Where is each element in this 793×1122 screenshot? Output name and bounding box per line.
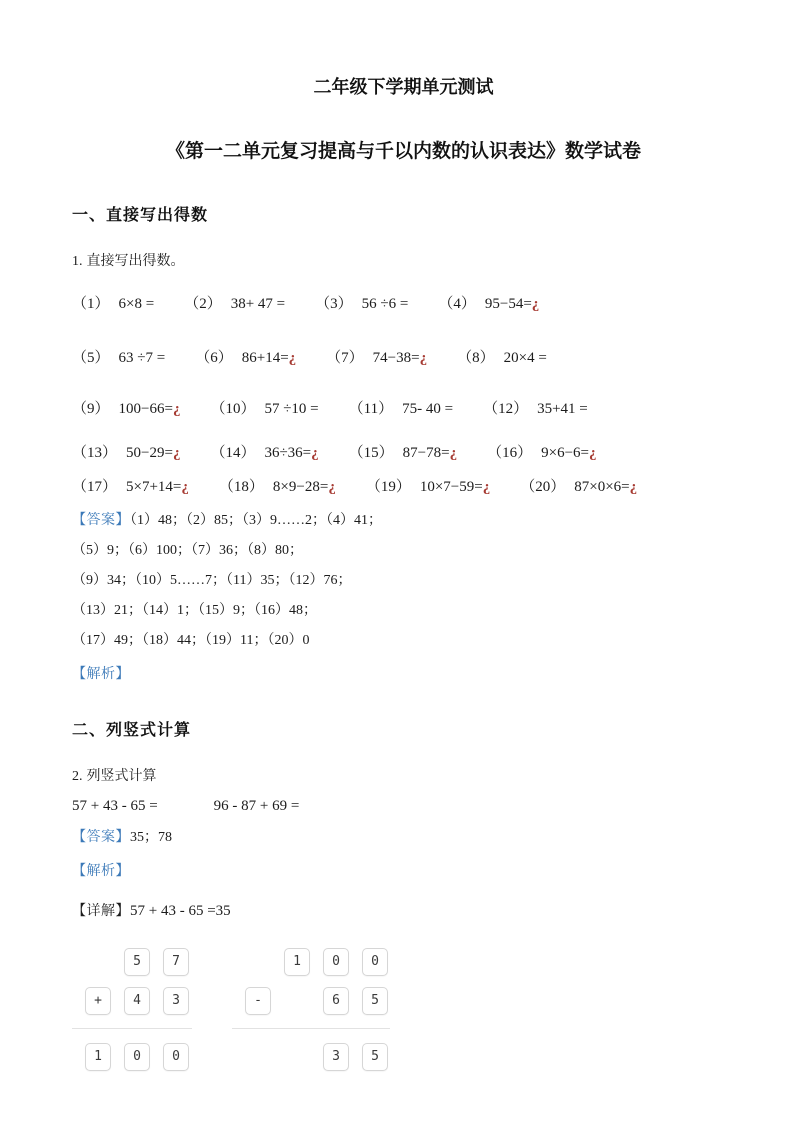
calc-expression-1: 57 + 43 - 65 = bbox=[72, 798, 158, 814]
digit-cell: 4 bbox=[124, 987, 150, 1015]
digit-cell: 0 bbox=[362, 948, 388, 976]
digit-cell: 1 bbox=[284, 948, 310, 976]
digit-cell: 0 bbox=[163, 1043, 189, 1071]
vertical-calculations bbox=[72, 948, 735, 1071]
problem-14 bbox=[210, 441, 318, 462]
question-1-line bbox=[72, 250, 735, 270]
problem-number: （1） bbox=[72, 296, 110, 312]
problem-expression: 38+ 47 = bbox=[230, 296, 286, 312]
page-subtitle: 《第一二单元复习提高与千以内数的认识表达》数学试卷 bbox=[165, 141, 641, 162]
problem-number: （2） bbox=[184, 296, 222, 312]
problem-number: （15） bbox=[348, 445, 394, 461]
problem-9 bbox=[72, 397, 180, 418]
problem-expression: 95−54= bbox=[484, 296, 532, 312]
problem-number: （7） bbox=[326, 350, 364, 366]
problem-number: （5） bbox=[72, 350, 110, 366]
digit-cell: 5 bbox=[362, 987, 388, 1015]
detail-line bbox=[72, 900, 735, 920]
analysis-label: 【解析】 bbox=[72, 864, 130, 879]
problem-number: （12） bbox=[483, 401, 529, 417]
detail-label: 【详解】 bbox=[72, 904, 130, 919]
sum-line bbox=[72, 1028, 192, 1029]
minuend-row bbox=[232, 948, 390, 976]
problem-number: （17） bbox=[72, 479, 118, 495]
digit-cell: 5 bbox=[124, 948, 150, 976]
digit-cell: 1 bbox=[85, 1043, 111, 1071]
problem-1 bbox=[72, 292, 154, 313]
problem-20 bbox=[520, 475, 637, 496]
unknown-mark: ¿ bbox=[629, 479, 638, 495]
problem-4 bbox=[438, 292, 539, 313]
answers-label: 【答案】 bbox=[72, 513, 130, 528]
problem-10 bbox=[210, 397, 318, 418]
problem-number: （19） bbox=[365, 479, 411, 495]
result-row bbox=[232, 1043, 390, 1071]
answer-values: （1）48；（2）85；（3）9……2；（4）41； bbox=[130, 513, 382, 528]
problem-number: （18） bbox=[218, 479, 264, 495]
problem-3 bbox=[315, 292, 408, 313]
analysis-label: 【解析】 bbox=[72, 667, 130, 682]
problem-number: （16） bbox=[487, 445, 533, 461]
question-2-number: 2. bbox=[72, 769, 83, 784]
digit-cell: 3 bbox=[323, 1043, 349, 1071]
result-row bbox=[72, 1043, 192, 1071]
problem-expression: 63 ÷7 = bbox=[118, 350, 166, 366]
problem-13 bbox=[72, 441, 180, 462]
unknown-mark: ¿ bbox=[288, 350, 297, 366]
problem-19 bbox=[366, 475, 490, 496]
digit-cell: 3 bbox=[163, 987, 189, 1015]
problem-expression: 87×0×6= bbox=[574, 479, 630, 495]
problem-expression: 57 ÷10 = bbox=[264, 401, 319, 417]
problem-number: （20） bbox=[520, 479, 566, 495]
unknown-mark: ¿ bbox=[181, 479, 189, 495]
problem-number: （3） bbox=[315, 296, 353, 312]
answer-values: 35；78 bbox=[130, 830, 172, 845]
problem-expression: 35+41 = bbox=[537, 401, 588, 417]
problem-number: （11） bbox=[348, 401, 394, 417]
problem-row-4 bbox=[72, 441, 735, 462]
problem-expression: 6×8 = bbox=[118, 296, 155, 312]
problem-expression: 36÷36= bbox=[264, 445, 312, 461]
vertical-calc-addition bbox=[72, 948, 192, 1071]
operator-cell: + bbox=[85, 987, 111, 1015]
addend-row-2 bbox=[72, 987, 192, 1015]
unknown-mark: ¿ bbox=[531, 296, 540, 312]
problem-16 bbox=[487, 441, 596, 462]
answer-line-3: （9）34；（10）5……7；（11）35；（12）76； bbox=[72, 573, 352, 588]
digit-cell: 0 bbox=[124, 1043, 150, 1071]
problem-expression: 8×9−28= bbox=[272, 479, 329, 495]
unknown-mark: ¿ bbox=[172, 445, 181, 461]
problem-number: （8） bbox=[457, 350, 495, 366]
calc-expression-2: 96 - 87 + 69 = bbox=[213, 798, 300, 814]
unknown-mark: ¿ bbox=[419, 350, 428, 366]
unknown-mark: ¿ bbox=[328, 479, 336, 495]
subtrahend-row bbox=[232, 987, 390, 1015]
problem-15 bbox=[349, 441, 457, 462]
section-2-heading: 二、列竖式计算 bbox=[72, 722, 192, 739]
unknown-mark: ¿ bbox=[482, 479, 491, 495]
detail-expression: 57 + 43 - 65 =35 bbox=[130, 903, 231, 919]
answer-line-4: （13）21；（14）1；（15）9；（16）48； bbox=[72, 603, 317, 618]
digit-cell: 7 bbox=[163, 948, 189, 976]
problem-number: （14） bbox=[210, 445, 256, 461]
unknown-mark: ¿ bbox=[589, 445, 597, 461]
addend-row-1 bbox=[72, 948, 192, 976]
question-1-text: 直接写出得数。 bbox=[86, 254, 185, 269]
section-2-answer-line bbox=[72, 828, 735, 847]
problem-row-5 bbox=[72, 475, 735, 496]
problem-number: （6） bbox=[195, 350, 233, 366]
unknown-mark: ¿ bbox=[311, 445, 319, 461]
problem-8 bbox=[457, 346, 547, 367]
problem-expression: 56 ÷6 = bbox=[361, 296, 409, 312]
problem-expression: 20×4 = bbox=[503, 350, 547, 366]
problem-row-2 bbox=[72, 346, 735, 367]
section-1-heading: 一、直接写出得数 bbox=[72, 207, 209, 224]
problem-17 bbox=[72, 475, 189, 496]
page-title: 二年级下学期单元测试 bbox=[313, 77, 494, 97]
problem-expression: 50−29= bbox=[126, 445, 173, 461]
problem-number: （10） bbox=[210, 401, 256, 417]
problem-expression: 86+14= bbox=[241, 350, 289, 366]
problem-expression: 5×7+14= bbox=[126, 479, 182, 495]
unknown-mark: ¿ bbox=[449, 445, 458, 461]
answer-line-1 bbox=[72, 511, 735, 530]
answer-line-5: （17）49；（18）44；（19）11；（20）0 bbox=[72, 633, 310, 648]
digit-cell: 0 bbox=[323, 948, 349, 976]
difference-line bbox=[232, 1028, 390, 1029]
question-2-line bbox=[72, 765, 735, 785]
question-1-number: 1. bbox=[72, 254, 83, 269]
problem-number: （9） bbox=[72, 401, 110, 417]
problem-expression: 87−78= bbox=[402, 445, 450, 461]
question-2-text: 列竖式计算 bbox=[86, 769, 157, 784]
problem-12 bbox=[483, 397, 588, 418]
problem-expression: 100−66= bbox=[118, 401, 173, 417]
problem-number: （13） bbox=[72, 445, 118, 461]
answers-label: 【答案】 bbox=[72, 830, 130, 845]
problem-expression: 10×7−59= bbox=[419, 479, 483, 495]
problem-number: （4） bbox=[438, 296, 476, 312]
problem-5 bbox=[72, 346, 165, 367]
problem-expression: 9×6−6= bbox=[541, 445, 589, 461]
answer-line-2: （5）9；（6）100；（7）36；（8）80； bbox=[72, 543, 303, 558]
unknown-mark: ¿ bbox=[172, 401, 181, 417]
problem-7 bbox=[326, 346, 427, 367]
problem-expression: 75- 40 = bbox=[402, 401, 454, 417]
operator-cell: - bbox=[245, 987, 271, 1015]
calc-expressions bbox=[72, 798, 735, 815]
problem-11 bbox=[349, 397, 453, 418]
problem-row-1 bbox=[72, 292, 735, 313]
problem-18 bbox=[219, 475, 336, 496]
problem-2 bbox=[184, 292, 285, 313]
problem-row-3 bbox=[72, 397, 735, 418]
digit-cell: 5 bbox=[362, 1043, 388, 1071]
digit-cell: 6 bbox=[323, 987, 349, 1015]
problem-6 bbox=[195, 346, 296, 367]
vertical-calc-subtraction bbox=[232, 948, 390, 1071]
problem-expression: 74−38= bbox=[372, 350, 420, 366]
